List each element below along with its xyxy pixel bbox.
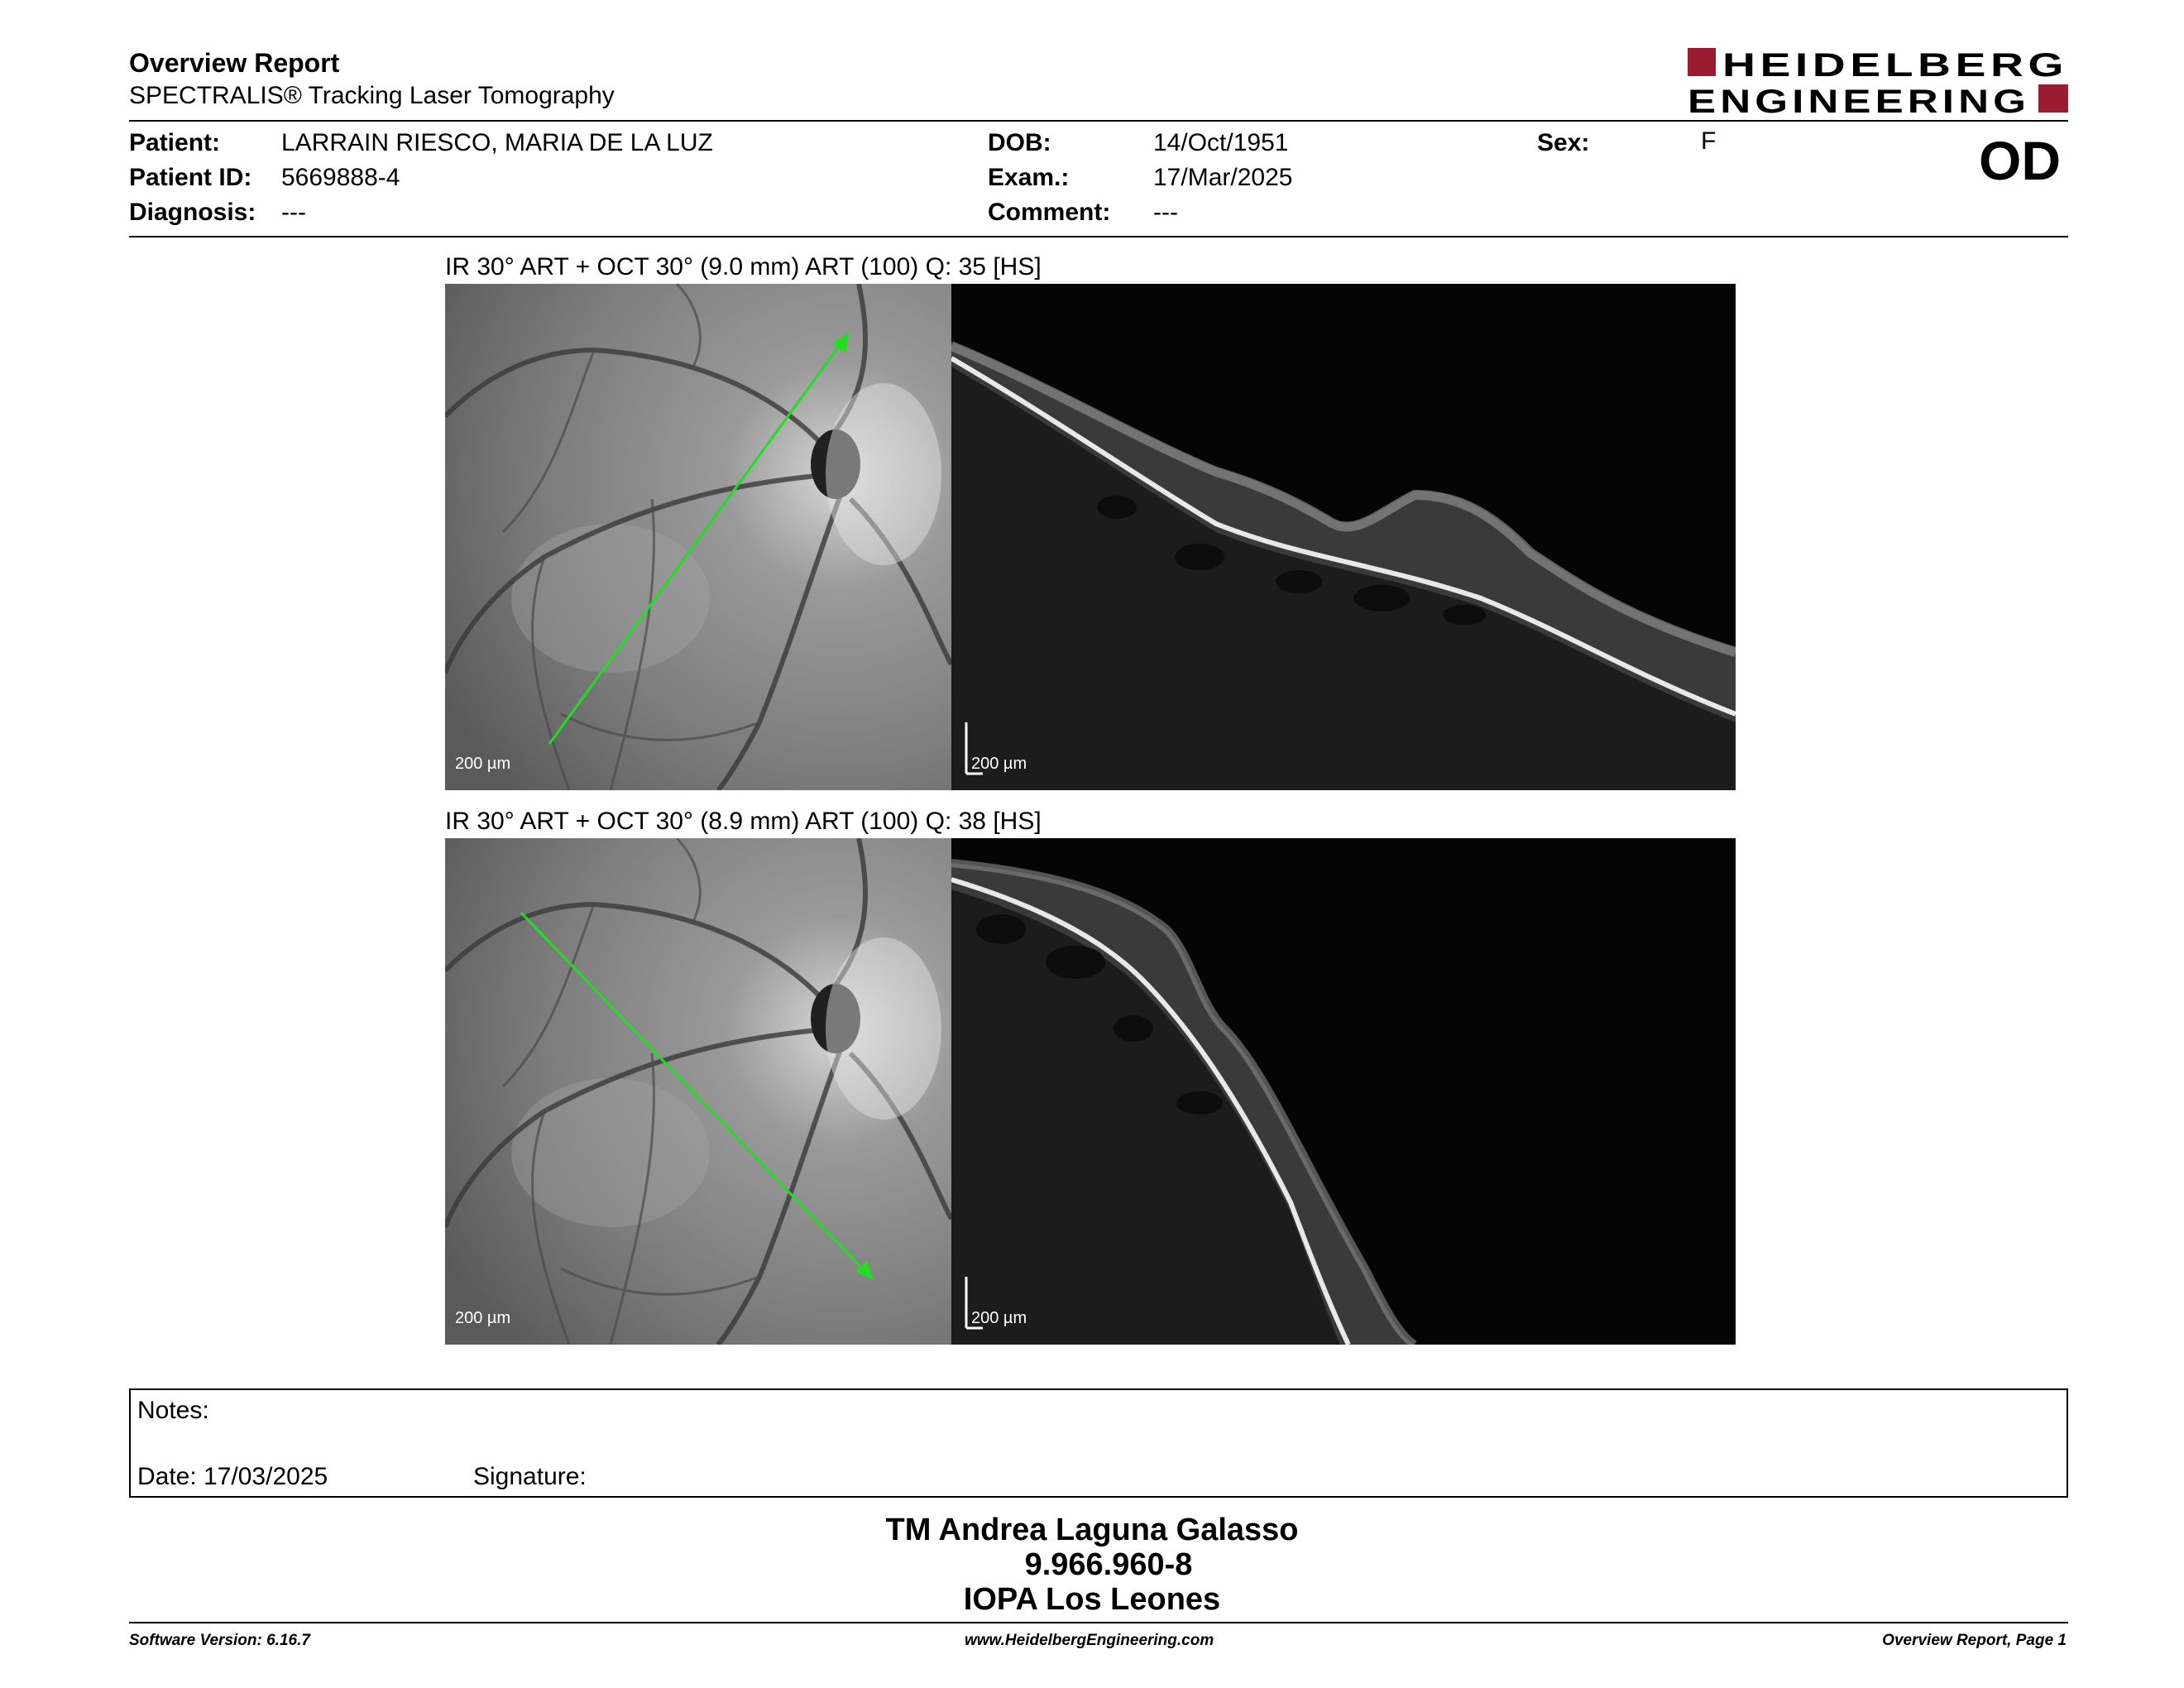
signer-name: TM Andrea Laguna Galasso [885, 1513, 1299, 1547]
svg-text:HEIDELBERG: HEIDELBERG [1722, 47, 2068, 84]
svg-text:ENGINEERING: ENGINEERING [1688, 84, 2030, 116]
diagnosis-value: --- [281, 199, 306, 226]
notes-box [129, 1388, 2068, 1498]
scan-2-oct-scale-label: 200 µm [971, 1309, 1027, 1327]
software-version: Software Version: 6.16.7 [129, 1632, 310, 1649]
eye-laterality: OD [1979, 130, 2061, 191]
patient-id: 5669888-4 [281, 164, 400, 191]
comment-value: --- [1153, 199, 1178, 226]
scan-1-caption: IR 30° ART + OCT 30° (9.0 mm) ART (100) Q: 35 [HS] [445, 253, 1042, 281]
header-divider [129, 120, 2068, 122]
sex-value: F [1701, 127, 1717, 155]
website-link[interactable]: www.HeidelbergEngineering.com [965, 1632, 1214, 1649]
patient-name: LARRAIN RIESCO, MARIA DE LA LUZ [281, 129, 713, 156]
heidelberg-logo [1688, 46, 2068, 116]
exam-date: 17/Mar/2025 [1153, 164, 1293, 191]
scan-2-ir-fundus-image [445, 838, 951, 1345]
patient-label: Patient: [129, 129, 221, 156]
comment-label: Comment: [988, 199, 1111, 226]
dob-label: DOB: [988, 129, 1051, 156]
patient-divider [129, 236, 2068, 237]
signer-id: 9.966.960-8 [1024, 1547, 1193, 1582]
scan-1-oct-scale-label: 200 µm [971, 755, 1027, 773]
diagnosis-label: Diagnosis: [129, 199, 256, 226]
patient-id-label: Patient ID: [129, 164, 252, 191]
footer-divider [129, 1622, 2068, 1623]
scan-1-oct-bscan-image [951, 284, 1736, 790]
sex-label: Sex: [1537, 129, 1590, 156]
scan-2-ir-scale-label: 200 µm [455, 1309, 511, 1327]
scan-1-ir-fundus-image [445, 284, 951, 790]
scan-2-caption: IR 30° ART + OCT 30° (8.9 mm) ART (100) Q: 38 [HS] [445, 808, 1042, 835]
notes-date: Date: 17/03/2025 [137, 1463, 328, 1490]
dob-value: 14/Oct/1951 [1153, 129, 1289, 156]
signature-label: Signature: [473, 1463, 587, 1490]
notes-label: Notes: [137, 1397, 209, 1424]
signer-institution: IOPA Los Leones [963, 1582, 1221, 1617]
report-subtitle: SPECTRALIS® Tracking Laser Tomography [129, 82, 615, 109]
scan-1-ir-scale-label: 200 µm [455, 755, 511, 773]
exam-label: Exam.: [988, 164, 1070, 191]
report-title: Overview Report [129, 48, 340, 78]
scan-2-oct-bscan-image [951, 838, 1736, 1345]
page-label: Overview Report, Page 1 [1882, 1632, 2067, 1649]
